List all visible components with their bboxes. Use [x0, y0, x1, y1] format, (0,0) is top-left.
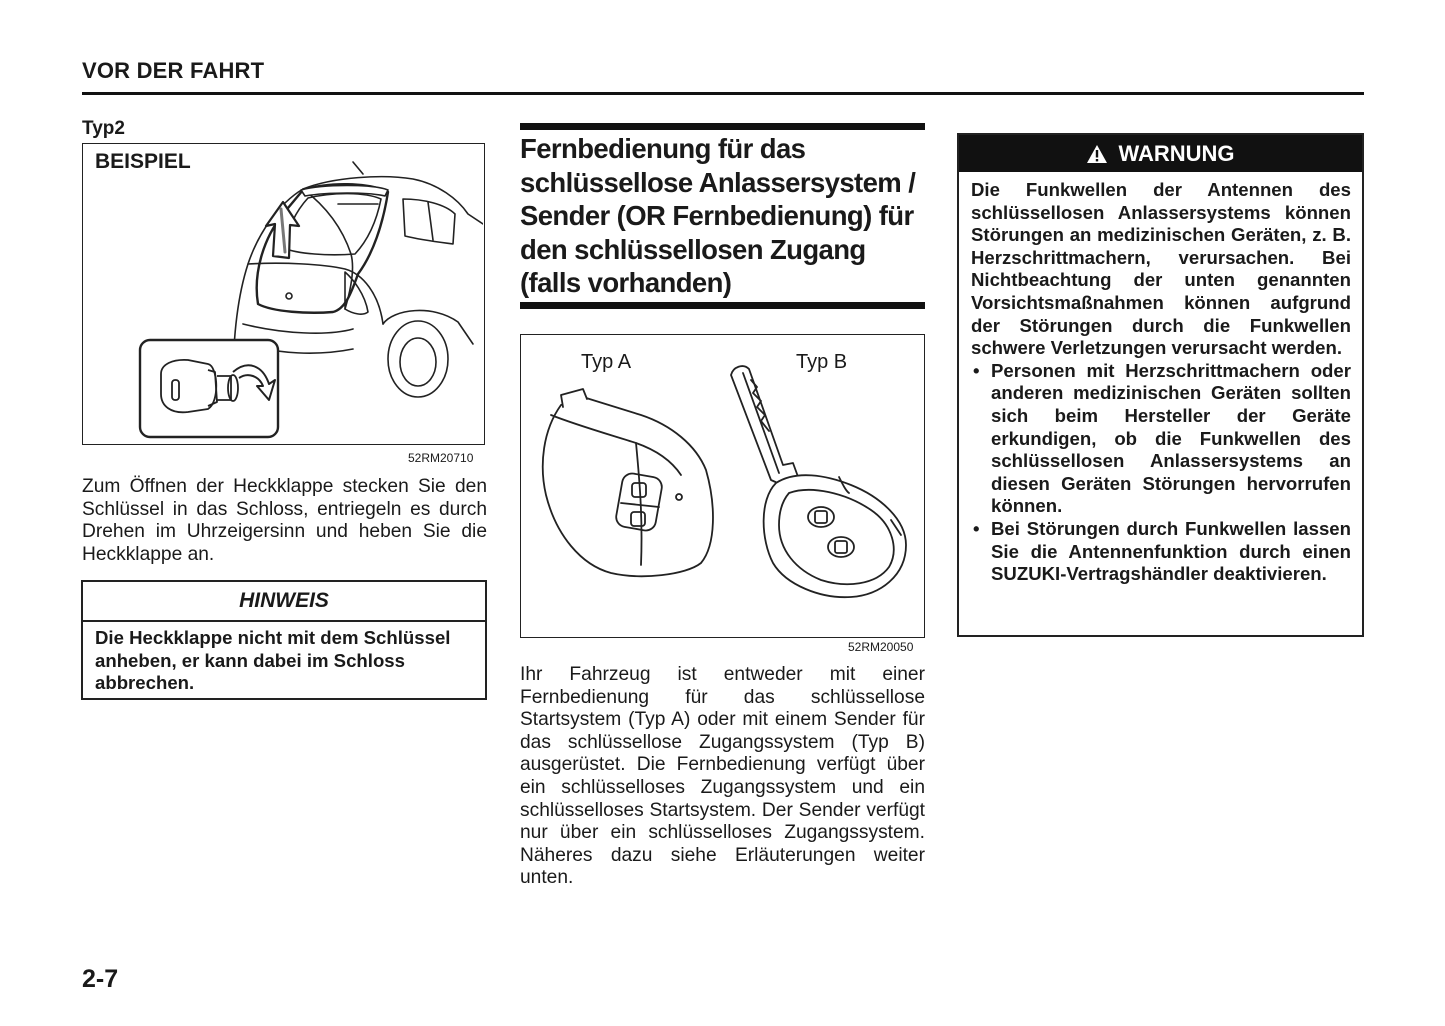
warning-bullet: • Bei Störungen durch Funkwellen lassen Sie die Antennenfunktion durch einen SUZUKI-Vertragshändler deaktivieren.	[971, 518, 1351, 586]
heading-rule-top	[520, 123, 925, 130]
remote-paragraph: Ihr Fahrzeug ist entweder mit einer Fernbedienung für das schlüssellose Startsystem (Typ A) oder mit einem Sender für das schlüssellose Zugangssystem (Typ B) ausgerüstet. Die Fernbedienung verfügt über ein schlüsselloses Zugangssystem und ein schlüsselloses Startsystem. Der Sender verfügt nur über ein schlüsselloses Zugangssystem. Näheres dazu siehe Erläuterungen weiter unten.	[520, 664, 925, 889]
page-number: 2-7	[82, 965, 119, 993]
header-divider	[82, 92, 1364, 95]
section-header: VOR DER FAHRT	[82, 58, 265, 83]
notice-body: Die Heckklappe nicht mit dem Schlüssel anheben, er kann dabei im Schloss abbrechen.	[95, 627, 451, 694]
type-b-label: Typ B	[796, 351, 848, 373]
warning-triangle-icon	[1086, 144, 1108, 164]
car-rear-illustration	[83, 144, 483, 443]
tailgate-paragraph: Zum Öffnen der Heckklappe stecken Sie den Schlüssel in das Schloss, entriegeln es durch Drehen im Uhrzeigersinn und heben Sie die Heckklappe an.	[82, 476, 487, 565]
warning-bullet: • Personen mit Herzschrittmachern oder anderen medizinischen Geräten sollten sich beim Hersteller der Geräte erkundigen, ob die Funkwellen des schlüssellosen Anlassersystems an diesen Geräten Störungen hervorrufen können.	[971, 360, 1351, 518]
heading-rule-bottom	[520, 302, 925, 309]
section-heading: Fernbedienung für das schlüssellose Anlassersystem / Sender (OR Fernbedienung) für den schlüssellosen Zugang (falls vorhanden)	[520, 133, 916, 298]
warning-intro: Die Funkwellen der Antennen des schlüssellosen Anlassersystems können Störungen an medizinischen Geräten, z. B. Herzschrittmachern, verursachen. Bei Nichtbeachtung der unten genannten Vorsichtsmaßnahmen können aufgrund der Störungen durch die Funkwellen schwere Verletzungen verursacht werden.	[971, 179, 1351, 359]
notice-box	[81, 580, 487, 700]
notice-title: HINWEIS	[83, 582, 485, 622]
warning-title-bar	[959, 135, 1362, 172]
warning-title: WARNUNG	[1118, 140, 1235, 166]
type-a-label: Typ A	[581, 351, 632, 373]
figure-code: 52RM20710	[408, 451, 474, 465]
remote-figure	[520, 334, 925, 638]
remote-keys-illustration	[521, 335, 923, 636]
figure-label: BEISPIEL	[95, 150, 191, 173]
subheading-typ2: Typ2	[82, 118, 125, 139]
figure-code: 52RM20050	[848, 640, 914, 654]
tailgate-figure	[82, 143, 485, 445]
warning-box	[957, 133, 1364, 637]
warning-body	[971, 179, 1351, 586]
